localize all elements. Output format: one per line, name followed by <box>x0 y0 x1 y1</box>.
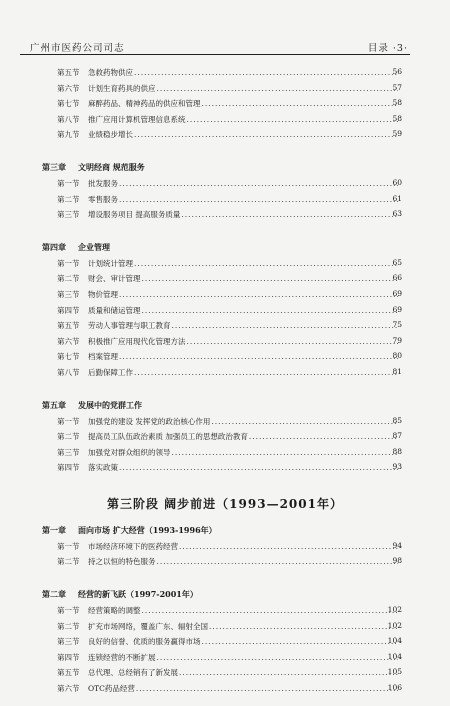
page-number: 59 <box>392 129 402 139</box>
chapter-title: 文明经商 规范服务 <box>78 161 145 172</box>
section-title: OTC药品经营 ..... <box>88 683 398 694</box>
toc-entry <box>0 459 450 475</box>
section-title: 提高员工队伍政治素质 加强员工的思想政治教育 ..... <box>88 431 398 442</box>
chapter-heading <box>0 522 450 538</box>
section-number: 第三节 <box>57 447 80 457</box>
toc-entry <box>0 95 450 111</box>
page-number: 93 <box>392 462 402 472</box>
page-number: 63 <box>392 209 402 219</box>
section-number: 第八节 <box>57 367 80 377</box>
page-number: 60 <box>392 177 402 187</box>
section-number: 第二节 <box>57 274 80 284</box>
book-title: 广州市医药公司司志 <box>30 43 125 54</box>
section-number: 第三节 <box>57 289 80 299</box>
section-title: 经营策略的调整 ..... <box>88 605 398 616</box>
page-number: 85 <box>392 415 402 425</box>
running-header <box>20 38 410 55</box>
page-number: 58 <box>392 113 402 123</box>
spacer <box>0 142 450 152</box>
toc-entry <box>0 206 450 222</box>
section-title: 计划统计管理 ..... <box>88 258 398 269</box>
page-number: 69 <box>392 288 402 298</box>
section-number: 第六节 <box>57 684 80 694</box>
chapter-title: 企业管理 <box>78 241 110 252</box>
section-title: 加强党的建设 发挥党的政治核心作用 ..... <box>88 416 398 427</box>
page-number: 66 <box>392 273 402 283</box>
page-number: 87 <box>392 431 402 441</box>
page-number: 88 <box>392 446 402 456</box>
chapter-number: 第一章 <box>42 524 66 535</box>
section-title: 推广应用计算机管理信息系统 ..... <box>88 114 398 125</box>
toc-entry <box>0 664 450 680</box>
toc-entry <box>0 286 450 302</box>
section-number: 第二节 <box>57 432 80 442</box>
section-title: 后勤保障工作 ..... <box>88 367 398 378</box>
spacer <box>0 475 450 485</box>
section-title: 加强党对群众组织的领导 ..... <box>88 447 398 458</box>
toc-entry <box>0 428 450 444</box>
section-title: 扩充市场网络，覆盖广东、辐射全国 ..... <box>88 621 398 632</box>
toc-entry <box>0 255 450 271</box>
page-number: 106 <box>387 683 402 693</box>
toc-entry <box>0 64 450 80</box>
page-number: 58 <box>392 98 402 108</box>
section-title: 落实政策 ..... <box>88 462 398 473</box>
page-number: 94 <box>392 540 402 550</box>
toc-entry <box>0 126 450 142</box>
toc-entry <box>0 80 450 96</box>
toc-entry <box>0 270 450 286</box>
toc-entry <box>0 602 450 618</box>
section-number: 第五节 <box>57 68 80 77</box>
section-number: 第五节 <box>57 668 80 678</box>
chapter-title: 经营的新飞跃（1997-2001年） <box>78 589 198 600</box>
section-title: 批发服务 ..... <box>88 178 398 189</box>
page-label: 目录 ·3· <box>367 43 408 54</box>
page-number: 69 <box>392 304 402 314</box>
section-title: 质量和储运管理 ..... <box>88 305 398 316</box>
toc-entry <box>0 302 450 318</box>
page-number: 98 <box>392 556 402 566</box>
section-number: 第五节 <box>57 321 80 331</box>
chapter-number: 第二章 <box>42 589 66 600</box>
chapter-heading <box>0 586 450 602</box>
spacer <box>0 569 450 579</box>
section-number: 第三节 <box>57 637 80 647</box>
chapter-heading <box>0 239 450 255</box>
page-number: 65 <box>392 257 402 267</box>
toc-entry <box>0 538 450 554</box>
chapter-number: 第四章 <box>42 241 66 252</box>
table-of-contents <box>0 64 450 706</box>
toc-entry <box>0 633 450 649</box>
section-title: 积极推广应用现代化管理方法 ..... <box>88 336 398 347</box>
page-number: 81 <box>392 366 402 376</box>
chapter-heading <box>0 159 450 175</box>
chapter-heading <box>0 397 450 413</box>
section-number: 第四节 <box>57 305 80 315</box>
section-title: 持之以恒的特色服务 ..... <box>88 556 398 567</box>
section-title: 物价管理 ..... <box>88 289 398 300</box>
section-number: 第八节 <box>57 114 80 124</box>
section-title: 零售服务 ..... <box>88 194 398 205</box>
section-title: 档案管理 ..... <box>88 351 398 362</box>
section-title: 增设服务项目 提高服务质量 ..... <box>88 209 398 220</box>
section-number: 第四节 <box>57 463 80 473</box>
section-number: 第三节 <box>57 210 80 220</box>
section-number: 第二节 <box>57 557 80 567</box>
page-number: 104 <box>387 651 402 661</box>
section-title: 财会、审计管理 ..... <box>88 273 398 284</box>
section-title: 总代理、总经销有了新发展 ..... <box>88 667 398 678</box>
section-number: 第一节 <box>57 178 80 188</box>
section-title: 计划生育药具的供应 ..... <box>88 83 398 94</box>
section-title: 劳动人事管理与职工教育 ..... <box>88 320 398 331</box>
section-number: 第六节 <box>57 336 80 346</box>
chapter-number: 第五章 <box>42 399 66 410</box>
chapter-title: 面向市场 扩大经营（1993-1996年） <box>78 524 217 535</box>
toc-entry <box>0 175 450 191</box>
section-number: 第一节 <box>57 416 80 426</box>
section-title: 业绩稳步增长 ..... <box>88 129 398 140</box>
toc-entry <box>0 444 450 460</box>
page-number: 57 <box>392 82 402 92</box>
spacer <box>0 380 450 390</box>
section-number: 第一节 <box>57 541 80 551</box>
section-number: 第九节 <box>57 130 80 140</box>
page-number: 61 <box>392 193 402 203</box>
toc-entry <box>0 680 450 696</box>
spacer <box>0 696 450 706</box>
toc-entry <box>0 191 450 207</box>
toc-entry <box>0 364 450 380</box>
phase-title: 第三阶段 阔步前进（1993—2001年） <box>107 496 343 511</box>
section-number: 第一节 <box>57 606 80 616</box>
section-number: 第二节 <box>57 621 80 631</box>
page-number: 102 <box>387 620 402 630</box>
section-title: 良好的信誉、优质的服务赢得市场 ..... <box>88 636 398 647</box>
toc-entry <box>0 348 450 364</box>
page-number: 56 <box>392 67 402 76</box>
page-number: 79 <box>392 335 402 345</box>
chapter-title: 发展中的党群工作 <box>78 399 142 410</box>
toc-entry <box>0 413 450 429</box>
toc-entry <box>0 111 450 127</box>
section-number: 第七节 <box>57 352 80 362</box>
section-number: 第二节 <box>57 194 80 204</box>
section-number: 第七节 <box>57 99 80 109</box>
page-number: 105 <box>387 667 402 677</box>
toc-entry <box>0 333 450 349</box>
toc-entry <box>0 618 450 634</box>
page-number: 104 <box>387 636 402 646</box>
page-number: 102 <box>387 605 402 615</box>
section-number: 第一节 <box>57 258 80 268</box>
section-number: 第六节 <box>57 83 80 93</box>
phase-heading <box>0 485 450 515</box>
toc-entry <box>0 317 450 333</box>
section-number: 第四节 <box>57 652 80 662</box>
section-title: 麻醉药品、精神药品的供应和管理 ..... <box>88 98 398 109</box>
page-number: 80 <box>392 351 402 361</box>
spacer <box>0 222 450 232</box>
toc-entry <box>0 553 450 569</box>
section-title: 急救药物供应 ..... <box>88 67 398 78</box>
chapter-number: 第三章 <box>42 161 66 172</box>
section-title: 连锁经营的不断扩展 ..... <box>88 652 398 663</box>
page-number: 75 <box>392 320 402 330</box>
section-title: 市场经济环境下的医药经营 ..... <box>88 541 398 552</box>
